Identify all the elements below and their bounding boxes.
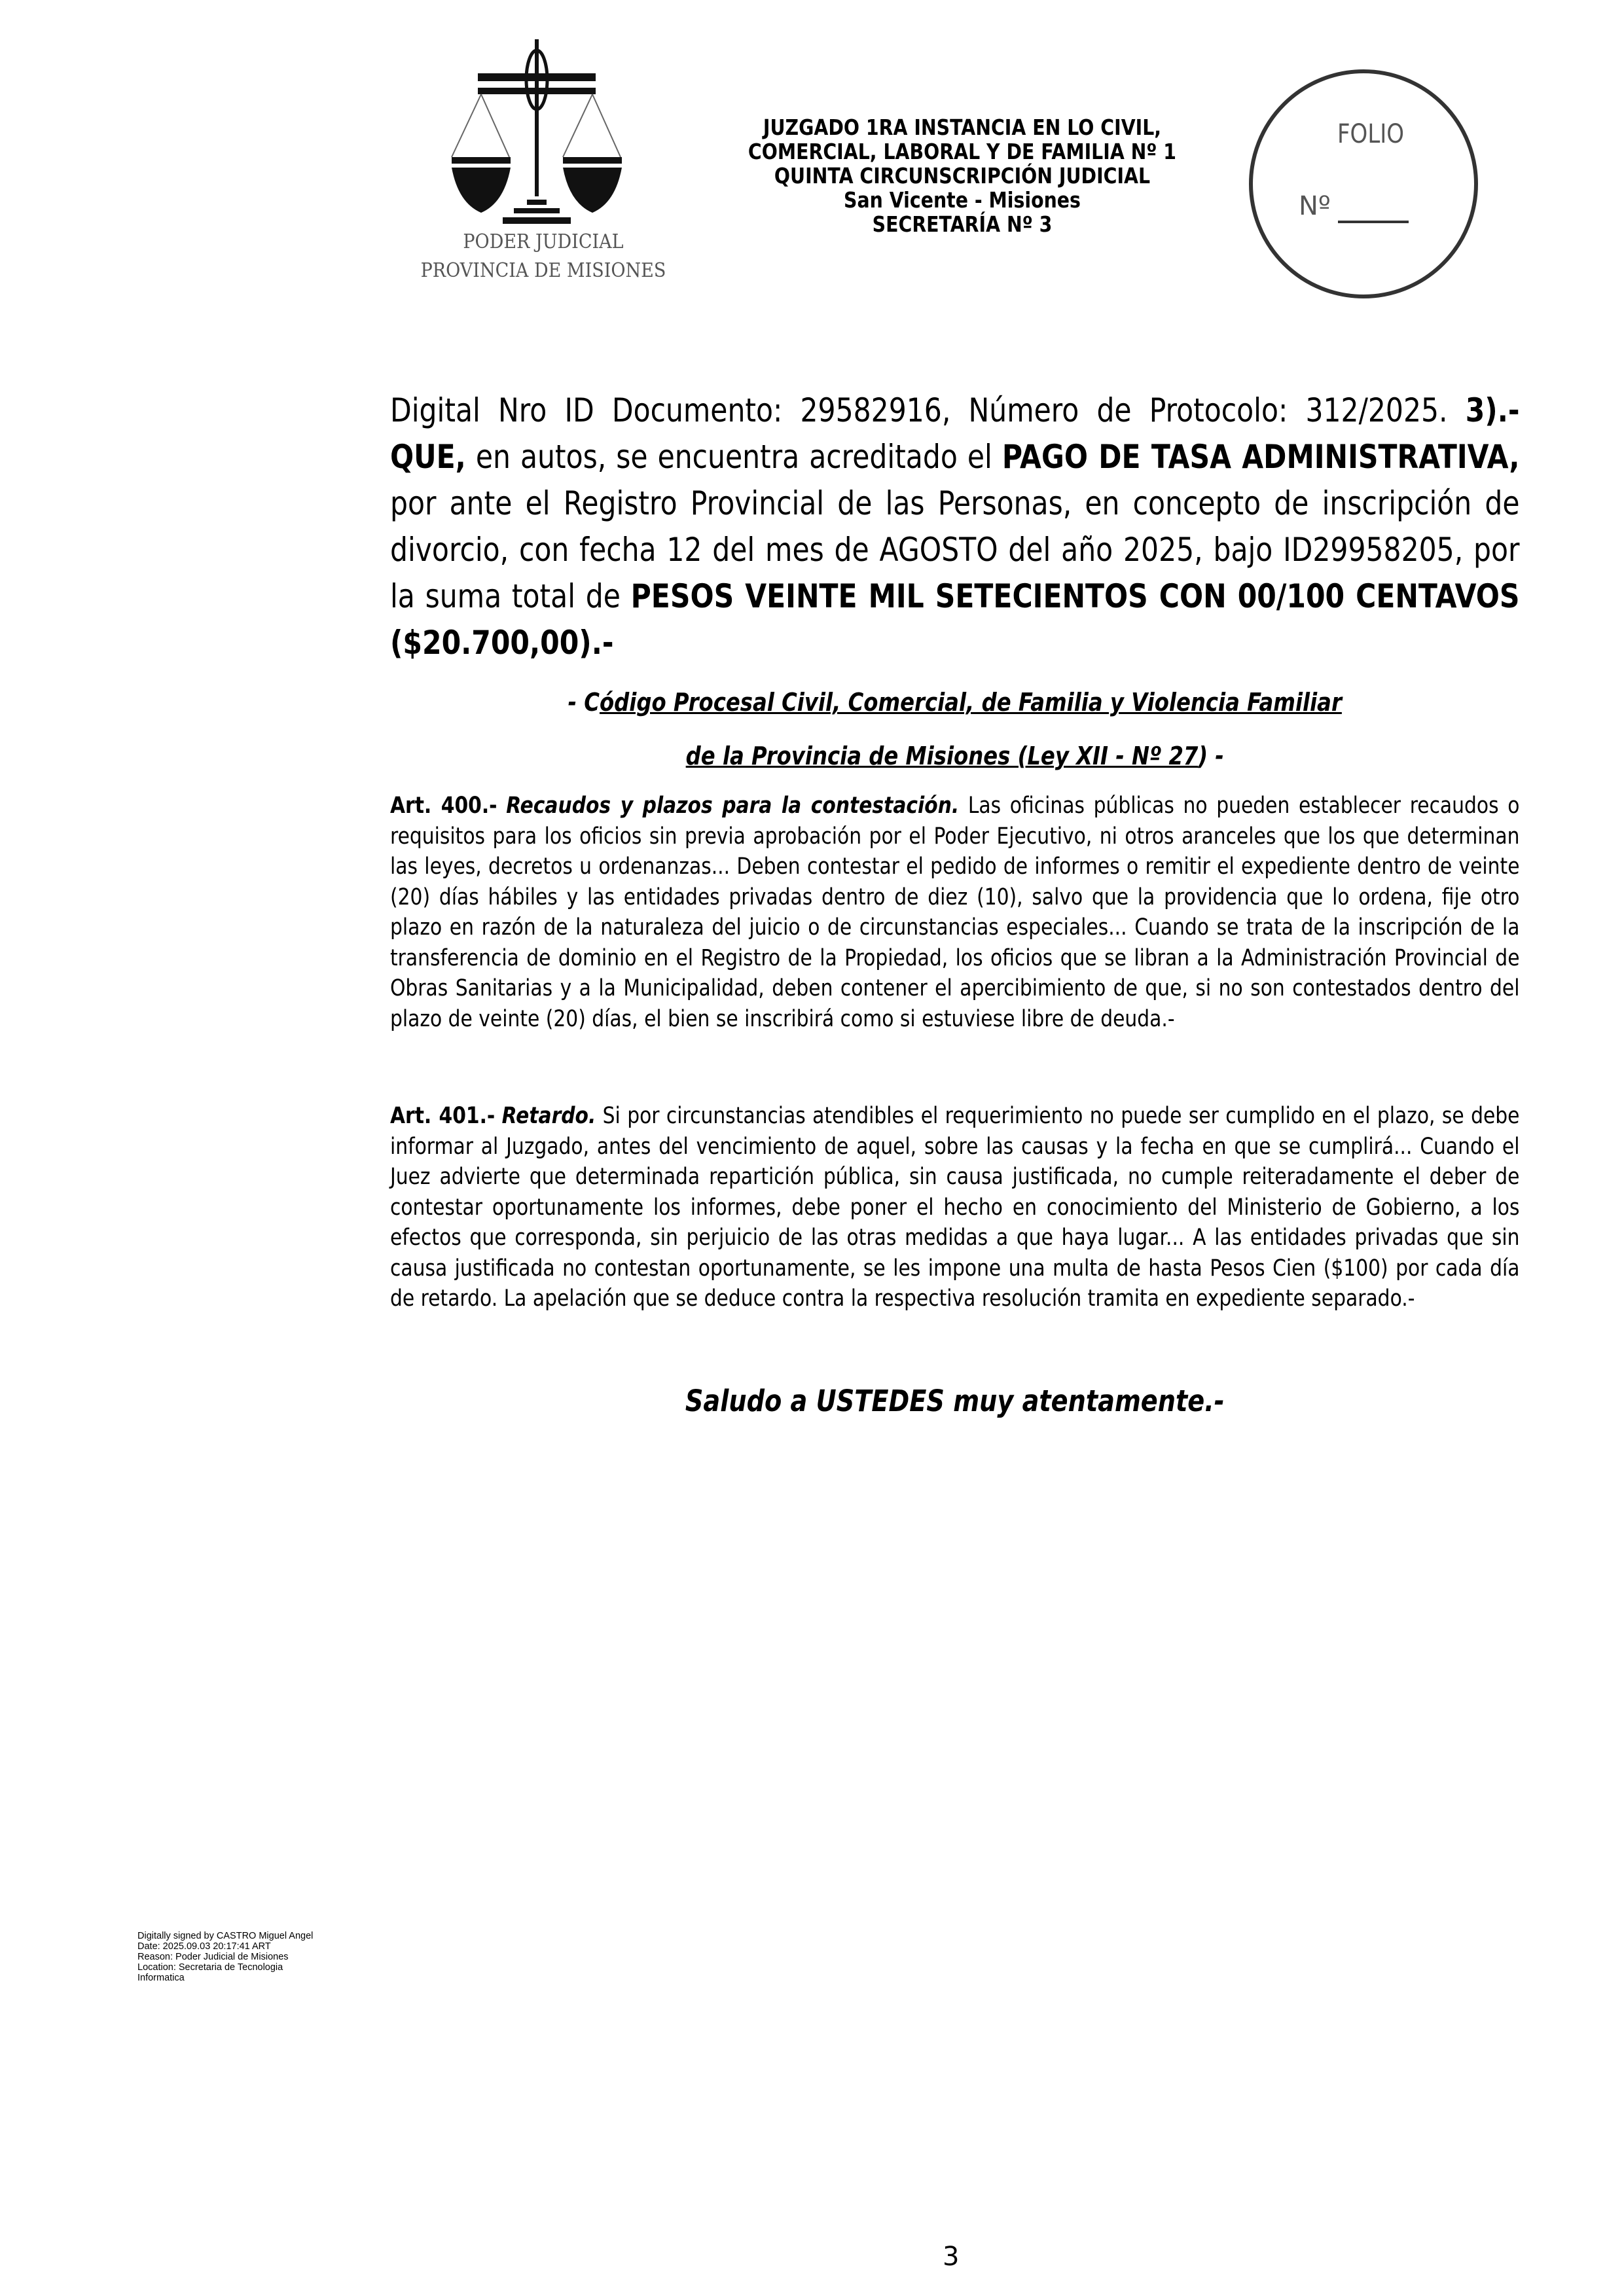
digital-signature	[137, 1931, 313, 1983]
article-401	[390, 1101, 1520, 1314]
article-number: Art. 401.-	[390, 1103, 496, 1129]
poder-judicial-logo	[406, 39, 681, 295]
bold-text: PAGO DE TASA ADMINISTRATIVA,	[1001, 438, 1520, 476]
text: - C	[568, 688, 600, 717]
header-line: QUINTA CIRCUNSCRIPCIÓN JUDICIAL	[774, 163, 1151, 188]
closing-salutation: Saludo a USTEDES muy atentamente.-	[685, 1384, 1225, 1418]
text: de la Provincia de Misiones (Ley XII - Nº 27	[685, 742, 1199, 770]
text: en autos, se encuentra acreditado el	[465, 438, 1002, 476]
signature-line: Location: Secretaria de Tecnologia	[137, 1962, 283, 1973]
text: por ante el Registro Provincial de las Personas, en concepto de inscripción de divorcio, con fecha 12 del mes de AGOSTO del año 2025, bajo ID29958205, por la suma total de	[390, 484, 1520, 615]
scales-of-justice-icon	[406, 39, 681, 229]
logo-text-provincia: PROVINCIA DE MISIONES	[420, 259, 666, 282]
article-title: Retardo.	[501, 1103, 596, 1129]
article-text: Las oficinas públicas no pueden establecer recaudos o requisitos para los oficios sin previa aprobación por el Poder Ejecutivo, ni otros aranceles que los que determinan las leyes, decretos u ordenanzas... Deben contestar el pedido de informes o remitir el expediente dentro de veinte (20) días hábiles y las entidades privadas dentro de diez (10), salvo que la providencia que lo ordena, fije otro plazo en razón de la naturaleza del juicio o de circunstancias especiales... Cuando se trata de la inscripción de la transferencia de dominio en el Registro de la Propiedad, los oficios que se libran a la Administración Provincial de Obras Sanitarias y a la Municipalidad, deben contener el apercibimiento de que, si no son contestados dentro del plazo de veinte (20) días, el bien se inscribirá como si estuviese libre de deuda.-	[390, 793, 1520, 1032]
bold-amount: PESOS VEINTE MIL SETECIENTOS CON 00/100 CENTAVOS ($20.700,00).-	[390, 577, 1520, 662]
folio-stamp	[1249, 69, 1478, 298]
signature-line: Date: 2025.09.03 20:17:41 ART	[137, 1941, 271, 1952]
signature-line: Digitally signed by CASTRO Miguel Angel	[137, 1931, 314, 1941]
article-title: Recaudos y plazos para la contestación.	[506, 793, 960, 819]
signature-line: Informatica	[137, 1973, 185, 1983]
article-400	[390, 791, 1520, 1034]
text: ódigo Procesal Civil, Comercial, de Familia y Violencia Familiar	[599, 688, 1342, 717]
bold-text: 3).- QUE,	[390, 391, 1520, 476]
code-reference-heading	[390, 675, 1520, 783]
header-line: SECRETARÍA Nº 3	[872, 211, 1053, 237]
folio-number-label: Nº	[1299, 191, 1331, 221]
main-paragraph	[390, 387, 1520, 666]
page-number: 3	[943, 2242, 960, 2272]
text: Digital Nro ID Documento: 29582916, Número de Protocolo: 312/2025.	[390, 391, 1466, 429]
article-text: Si por circunstancias atendibles el requerimiento no puede ser cumplido en el plazo, se debe informar al Juzgado, antes del vencimiento de aquel, sobre las causas y la fecha en que se cumplirá... Cuando el Juez advierte que determinada repartición pública, sin causa justificada, no cumple reiteradamente el deber de contestar oportunamente los informes, debe poner el hecho en conocimiento del Ministerio de Gobierno, a los efectos que corresponda, sin perjuicio de las otras medidas a que haya lugar... A las entidades privadas que sin causa justificada no contestan oportunamente, se les impone una multa de hasta Pesos Cien ($100) por cada día de retardo. La apelación que se deduce contra la respectiva resolución tramita en expediente separado.-	[390, 1103, 1520, 1312]
signature-line: Reason: Poder Judicial de Misiones	[137, 1952, 289, 1962]
header-line: COMERCIAL, LABORAL Y DE FAMILIA Nº 1	[748, 139, 1177, 164]
folio-number-blank	[1338, 221, 1409, 223]
header-line: JUZGADO 1RA INSTANCIA EN LO CIVIL,	[763, 115, 1162, 140]
header-line: San Vicente - Misiones	[844, 187, 1081, 213]
court-header	[731, 115, 1193, 236]
folio-label: FOLIO	[1337, 119, 1405, 149]
article-number: Art. 400.-	[390, 793, 497, 819]
logo-text-poder-judicial: PODER JUDICIAL	[463, 230, 624, 253]
text: ) -	[1198, 742, 1224, 770]
